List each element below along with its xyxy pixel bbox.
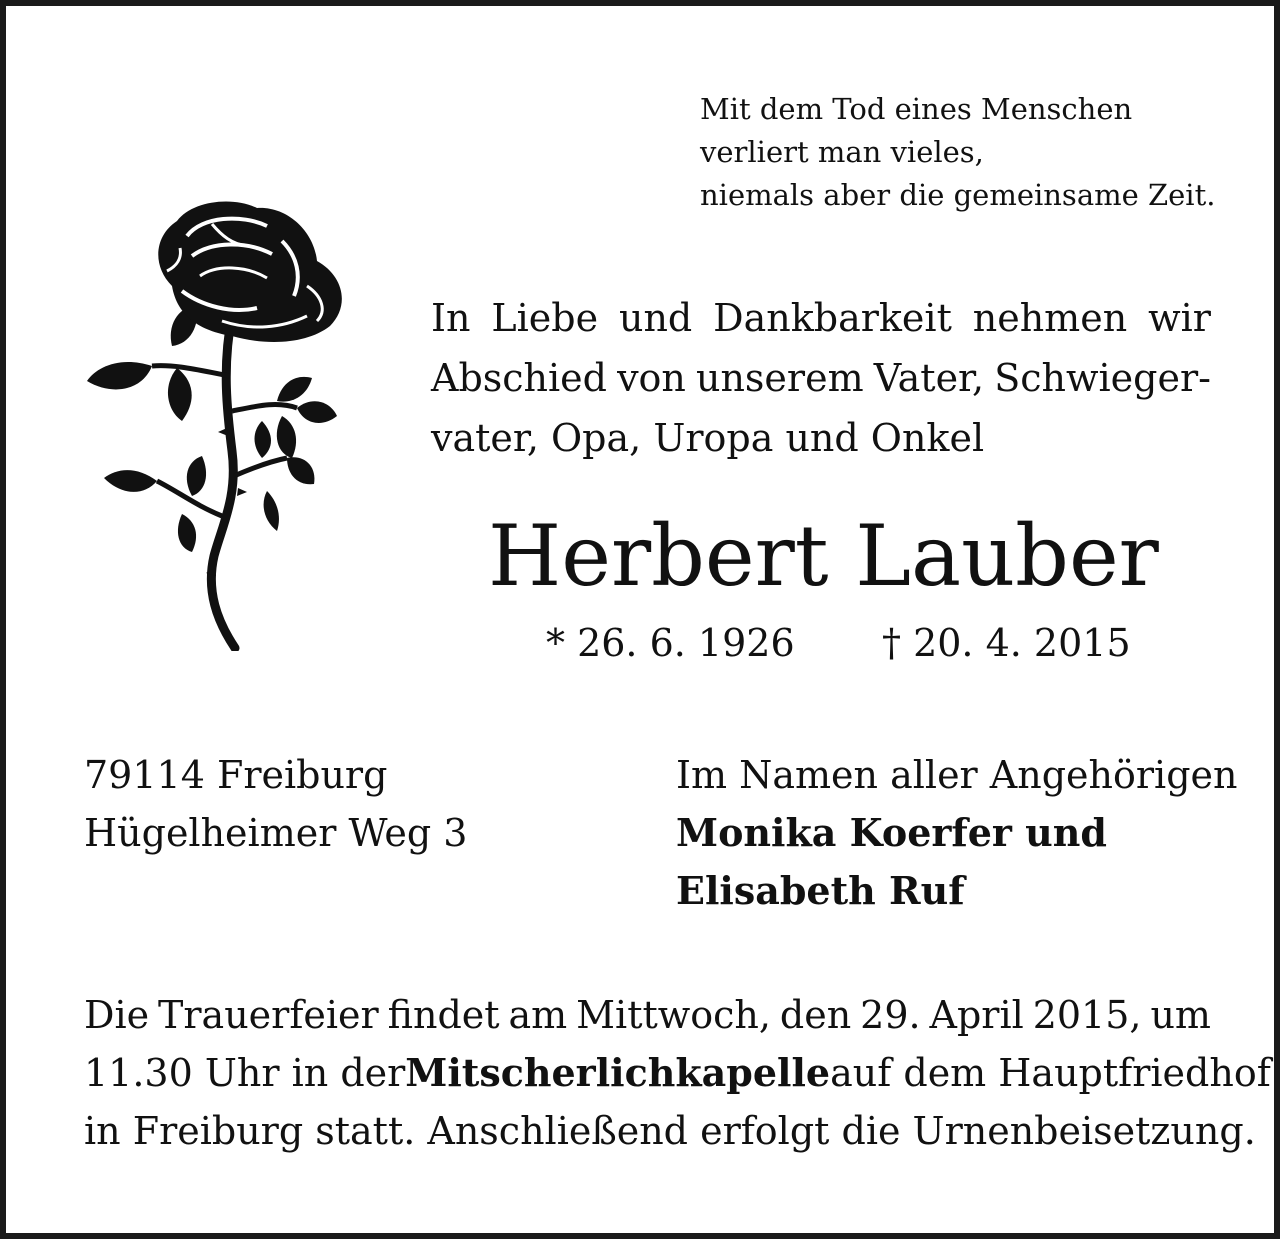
ceremony-word: Trauerfeier xyxy=(158,993,379,1037)
ceremony-word: findet xyxy=(387,993,500,1037)
ceremony-word: um xyxy=(1150,993,1211,1037)
ceremony-time-text: 11.30 Uhr in der xyxy=(84,1051,406,1095)
ceremony-line-2 xyxy=(84,1044,1271,1102)
ceremony-line-3: in Freiburg statt. Anschließend erfolgt die Urnenbeisetzung. xyxy=(84,1109,1256,1153)
address-street: Hügelheimer Weg 3 xyxy=(84,811,468,855)
ceremony-word: April xyxy=(929,993,1024,1037)
rose-icon xyxy=(82,196,352,651)
address-city: 79114 Freiburg xyxy=(84,753,388,797)
intro-line-1 xyxy=(431,288,1211,348)
ceremony-word: 29. xyxy=(860,993,921,1037)
relative-name-1: Monika Koerfer und xyxy=(676,810,1107,855)
ceremony-word: Mittwoch, xyxy=(576,993,771,1037)
intro-word: Schwieger- xyxy=(994,356,1211,400)
ceremony-word: 2015, xyxy=(1032,993,1142,1037)
relatives xyxy=(676,746,1237,920)
ceremony-paragraph xyxy=(84,986,1271,1160)
intro-paragraph xyxy=(431,288,1211,468)
intro-word: Liebe xyxy=(491,296,599,340)
ceremony-word: den xyxy=(779,993,852,1037)
intro-word: und xyxy=(618,296,693,340)
quote-line-2: verliert man vieles, xyxy=(700,135,984,169)
deceased-name: Herbert Lauber xyxy=(488,507,1159,605)
intro-word: Abschied xyxy=(431,356,607,400)
intro-word: unserem xyxy=(695,356,864,400)
birth-date: * 26. 6. 1926 xyxy=(546,621,795,665)
ceremony-line-1 xyxy=(84,986,1211,1044)
relative-name-2: Elisabeth Ruf xyxy=(676,868,965,913)
address xyxy=(84,746,468,862)
ceremony-word: Die xyxy=(84,993,150,1037)
cemetery-text: auf dem Hauptfriedhof xyxy=(830,1051,1271,1095)
ceremony-word: am xyxy=(508,993,568,1037)
intro-word: wir xyxy=(1148,296,1211,340)
quote-line-3: niemals aber die gemeinsame Zeit. xyxy=(700,178,1216,212)
intro-word: Dankbarkeit xyxy=(713,296,952,340)
intro-line-3: vater, Opa, Uropa und Onkel xyxy=(431,416,985,460)
intro-line-2 xyxy=(431,348,1211,408)
intro-word: In xyxy=(431,296,471,340)
death-date: † 20. 4. 2015 xyxy=(882,621,1131,665)
quote xyxy=(700,88,1215,217)
relatives-intro: Im Namen aller Angehörigen xyxy=(676,753,1238,797)
chapel-name: Mitscherlichkapelle xyxy=(405,1050,831,1095)
quote-line-1: Mit dem Tod eines Menschen xyxy=(700,92,1133,126)
intro-word: von xyxy=(617,356,686,400)
intro-word: nehmen xyxy=(972,296,1128,340)
intro-word: Vater, xyxy=(873,356,985,400)
